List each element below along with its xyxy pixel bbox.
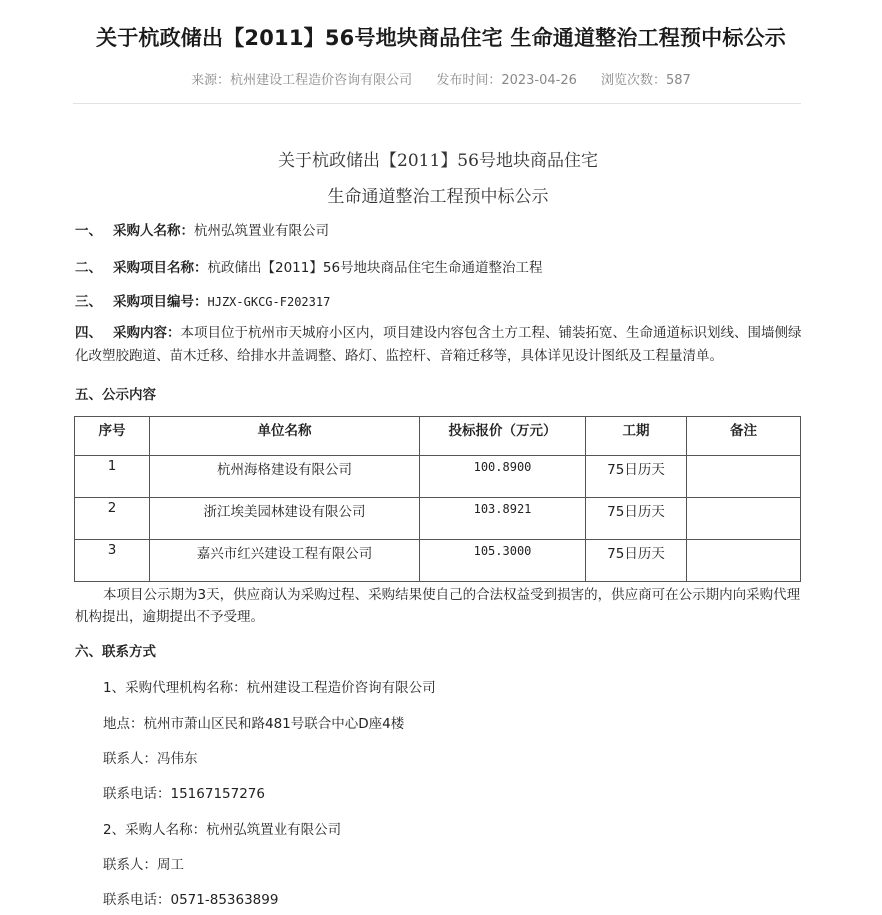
contact-person-agency: 联系人：冯伟东	[103, 751, 198, 767]
publish-time: 发布时间：2023-04-26	[436, 73, 577, 88]
section-label: 采购人名称：	[113, 223, 194, 239]
document-title-line1: 关于杭政储出【2011】56号地块商品住宅	[278, 151, 598, 171]
project-name: 杭政储出【2011】56号地块商品住宅生命通道整治工程	[207, 260, 543, 276]
section-number: 四、	[75, 325, 102, 341]
col-header: 备注	[687, 417, 801, 456]
cell-index: 3	[75, 540, 150, 582]
section-label: 采购项目名称：	[113, 260, 208, 276]
table-row	[75, 540, 801, 582]
cell-remark	[687, 540, 801, 582]
table-row	[75, 456, 801, 498]
article-meta	[0, 69, 882, 88]
section-project-code	[75, 290, 805, 310]
source-text: 来源：杭州建设工程造价咨询有限公司	[191, 73, 413, 88]
section-content	[75, 322, 805, 368]
section-project-name	[75, 256, 805, 276]
publicity-note: 本项目公示期为3天，供应商认为采购过程、采购结果使自己的合法权益受到损害的，供应商可在公示期内向采购代理机构提出，逾期提出不予受理。	[75, 587, 801, 625]
view-count: 浏览次数：587	[601, 73, 691, 88]
cell-price: 105.3000	[420, 540, 586, 582]
section-purchaser	[75, 219, 805, 239]
section-label: 采购内容：	[113, 325, 181, 341]
cell-company: 浙江埃美园林建设有限公司	[150, 498, 420, 540]
bid-table	[74, 416, 801, 582]
cell-remark	[687, 456, 801, 498]
section-publicity-title: 五、公示内容	[75, 387, 156, 403]
cell-index: 1	[75, 456, 150, 498]
document-title-line2: 生命通道整治工程预中标公示	[327, 187, 549, 207]
col-header: 单位名称	[150, 417, 420, 456]
cell-company: 嘉兴市红兴建设工程有限公司	[150, 540, 420, 582]
contact-person-purchaser: 联系人：周工	[103, 857, 184, 873]
cell-duration: 75日历天	[586, 540, 687, 582]
col-header: 投标报价（万元）	[420, 417, 586, 456]
contact-agency-name: 1、采购代理机构名称：杭州建设工程造价咨询有限公司	[103, 680, 436, 696]
col-header: 工期	[586, 417, 687, 456]
cell-duration: 75日历天	[586, 456, 687, 498]
content-description: 本项目位于杭州市天城府小区内，项目建设内容包含土方工程、铺装拓宽、生命通道标识划线、围墙侧绿化改塑胶跑道、苗木迁移、给排水井盖调整、路灯、监控杆、音箱迁移等，具体详见设计图纸及工程量清单。	[75, 325, 802, 364]
project-code: HJZX-GKCG-F202317	[207, 295, 331, 309]
section-contact-title: 六、联系方式	[75, 644, 156, 660]
cell-company: 杭州海格建设有限公司	[150, 456, 420, 498]
header-divider	[73, 103, 801, 104]
cell-index: 2	[75, 498, 150, 540]
contact-purchaser-name: 2、采购人名称：杭州弘筑置业有限公司	[103, 822, 342, 838]
table-row	[75, 498, 801, 540]
col-header: 序号	[75, 417, 150, 456]
section-number: 二、	[75, 260, 102, 276]
contact-phone-agency: 联系电话：15167157276	[103, 786, 265, 802]
contact-phone-purchaser: 联系电话：0571-85363899	[103, 892, 279, 908]
section-label: 采购项目编号：	[113, 294, 208, 310]
cell-duration: 75日历天	[586, 498, 687, 540]
contact-address: 地点：杭州市萧山区民和路481号联合中心D座4楼	[103, 716, 405, 732]
cell-price: 103.8921	[420, 498, 586, 540]
purchaser-name: 杭州弘筑置业有限公司	[194, 223, 329, 239]
section-number: 三、	[75, 294, 102, 310]
cell-price: 100.8900	[420, 456, 586, 498]
table-header-row	[75, 417, 801, 456]
section-number: 一、	[75, 223, 102, 239]
cell-remark	[687, 498, 801, 540]
page-title: 关于杭政储出【2011】56号地块商品住宅 生命通道整治工程预中标公示	[96, 26, 786, 50]
